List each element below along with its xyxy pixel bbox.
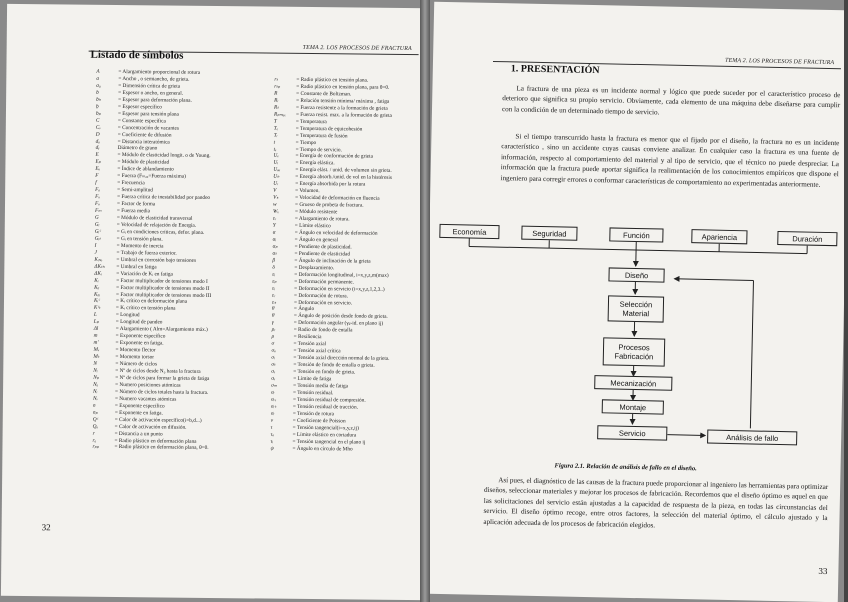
symbol-definition: = Coeficiente de Poisson [292, 417, 346, 425]
symbol-definition: = Tiempo [295, 139, 317, 146]
symbol: Kᶜₜ [93, 305, 101, 312]
symbol: t [273, 139, 276, 146]
symbol: Fₐ [95, 186, 100, 194]
symbol: dₐ [95, 138, 100, 145]
symbol-definition: = Tensión residual. [293, 389, 334, 397]
symbol: Wₓ [272, 208, 279, 215]
symbol: σₑ [271, 368, 276, 375]
symbol: m' [93, 339, 99, 346]
symbol-definition: = Kᵢ crítico en deformación plana [115, 298, 188, 306]
symbol: Nᵢ [93, 367, 98, 374]
symbol: ΔKᵢ [94, 270, 102, 277]
symbol-definition: = Límite elástico [294, 222, 331, 230]
symbol-definition: = Coeficiente de difusión [117, 131, 172, 139]
symbol-definition: = Radio plástico en deformación plana [114, 437, 197, 445]
symbol: R [274, 90, 278, 97]
symbol-definition: = Tensión tangencial(i=x,y,z,ij) [292, 424, 359, 432]
symbol-definition: = Umbral en corrosión bajo tensiones [116, 256, 197, 264]
box-analisis-de-fallo: Análisis de fallo [707, 430, 797, 446]
symbol: rₐ [92, 437, 97, 444]
symbol-definition: = Módulo de elasticidad longit. o de Young. [117, 152, 211, 160]
symbol-definition: = Trabajo de fuerza exterior. [116, 249, 177, 257]
box-diseno: Diseño [608, 267, 664, 282]
symbol: Vₛ [273, 194, 279, 201]
symbol: τᵢ [270, 438, 274, 445]
symbol: Tₑ [273, 125, 279, 132]
symbol: ρᵣ [271, 326, 276, 333]
symbol-definition: = Calor de activación específico(i=b,d...) [114, 416, 202, 424]
symbol-definition: = Tensión tangencial en el plano ij [292, 438, 366, 446]
symbol: α [272, 229, 276, 236]
symbol-definition: = Tensión de fondo de entalla o grieta. [293, 361, 375, 369]
box-seleccion-material: Selección Material [608, 295, 665, 322]
symbol-definition: = Semi-amplitud [117, 187, 153, 194]
symbol: ΔKₜₕ [94, 263, 105, 270]
symbol-row [270, 445, 389, 453]
symbol-definition: = Distancia a un punto [114, 430, 163, 438]
symbol: T [273, 118, 277, 125]
symbol: Y [272, 222, 276, 229]
symbol: w [272, 201, 277, 208]
symbol-definition: = Número de ciclos [115, 361, 158, 368]
box-apariencia: Apariencia [691, 229, 747, 244]
symbol: σᵤ [271, 375, 276, 382]
box-procesos-fabricacion: Procesos Fabricación [603, 337, 666, 366]
symbol-definition: = Exponente en fatiga. [115, 340, 164, 347]
symbol-definition: = Volumen. [295, 188, 320, 195]
symbol: Uₕ [273, 173, 280, 181]
symbol-definition: = Variación de Kᵢ en fatiga [116, 270, 173, 278]
symbol: C [95, 117, 100, 124]
symbol-definition: = Tensión axial dirección normal de la grieta. [293, 354, 390, 362]
symbol-definition: = Deformación angular (γᵢⱼ-id. en plano ij) [293, 320, 384, 328]
symbol-definition: = Ángulo de inclinación de la grieta [294, 257, 371, 265]
symbol: εₚ [272, 278, 277, 285]
symbol: Fᵤ [95, 193, 100, 200]
box-duracion: Duración [777, 231, 837, 246]
symbol: Nᵥ [92, 395, 99, 402]
symbol-definition: = Tensión residual de compresión. [292, 396, 366, 404]
symbol: εᵣ [272, 292, 276, 299]
symbol-definition: = Tiempo de servicio. [295, 146, 342, 153]
symbol-definition: = Frecuencia [117, 180, 145, 187]
symbol-definition: = Momento flector [115, 347, 156, 354]
symbol-definition: = Ángulo en general [294, 236, 339, 244]
symbol: A [96, 68, 100, 75]
symbol: Fₒ [94, 200, 100, 207]
symbol-definition: = Número de ciclos totales hasta la fractura. [115, 388, 209, 396]
symbol-definition: = Fuerza resistente a la formación de grieta [296, 104, 388, 112]
symbol-definition: = Pendiente de plasticidad. [294, 243, 352, 251]
symbol-definition: = Fuerza resist. max. a la formación de grieta [295, 111, 392, 119]
symbol-definition: = Grueso de probeta de fractura. [294, 201, 364, 209]
symbol: Cᵥ [95, 124, 101, 131]
symbol-definition: = Módulo resistente [294, 208, 338, 216]
symbol: Gᵢᶜ [94, 228, 101, 235]
symbol: β [272, 257, 276, 264]
box-funcion: Función [609, 227, 663, 242]
symbol: σᵣ [270, 410, 275, 417]
figure-caption: Figura 2.1. Relación de análisis de fallo en el diseño. [554, 462, 697, 473]
left-page [1, 4, 427, 600]
symbol-definition: = Deformación longitudinal, i=x,y,z,m(max) [294, 271, 389, 279]
symbol: rₚₚ [92, 444, 100, 451]
symbol-row [92, 444, 209, 452]
symbol-definition: = Velocidad de relajación de Energía. [116, 221, 197, 229]
symbol-definition: = Módulo de elasticidad transversal [116, 214, 193, 222]
symbol: b [96, 89, 99, 96]
symbol-definition: = Fuerza crítica de inestabilidad por pandeo [117, 194, 211, 202]
symbol-definition: = Concentración de vacantes [117, 124, 179, 132]
symbol: L [93, 312, 97, 319]
symbol-definition: = Numero posiciones atómicas [115, 381, 181, 389]
symbol: a [96, 75, 100, 82]
symbol: Eₚ [95, 159, 102, 166]
symbol-definition: = Desplazamiento. [294, 264, 335, 271]
symbol-definition: = Gᵢ en condiciones críticas, defor. plana. [116, 228, 205, 236]
symbol-definition: = Dimensión crítica de grieta [118, 82, 181, 90]
running-header-right: TEMA 2. LOS PROCESOS DE FRACTURA [725, 57, 835, 67]
symbol-definition: = Ángulo de posición desde fondo de grieta. [293, 313, 388, 321]
symbol: ν [270, 417, 274, 424]
symbol: Kᵢ [94, 277, 99, 284]
symbol-definition: = Exponente específico [115, 333, 166, 340]
symbol: αᵢ [272, 236, 277, 243]
symbol: Fₘ [94, 207, 102, 214]
symbol-definition: = Ancho , o semiancho, de grieta. [118, 75, 190, 83]
symbol-definition: = Momento de inercia [116, 242, 164, 250]
symbol: I [94, 242, 97, 249]
symbol-definition: = Límite de fatiga [293, 375, 332, 383]
symbol: Kᵢᵢᵢ [94, 291, 101, 298]
symbol: Uₐᵤ [273, 167, 281, 174]
symbol: Rₚₘₐₓ [273, 111, 286, 118]
symbol: Rᵣ [274, 97, 279, 104]
symbol: σ [271, 340, 275, 347]
symbol-definition: = Relación tensión mínima/ máxima , fatiga [296, 97, 390, 105]
symbol-definition: = Ángulo en círculo de Mho [292, 445, 353, 452]
symbol-definition: = Radio plástico en tensión plana. [296, 76, 369, 84]
symbol-definition: = Factor multiplicador de tensiones modo III [116, 291, 212, 299]
right-page [422, 2, 848, 602]
symbol: σᵣₑ [270, 396, 277, 403]
symbol: εᵢ [272, 285, 276, 292]
symbol-definition: = Espesor para tensión plana [117, 110, 179, 118]
symbol: G [94, 214, 99, 221]
box-servicio: Servicio [597, 425, 667, 440]
symbol: Gᵢₜ [94, 235, 101, 242]
symbol-definition: = Alargamiento ( Alm=Alargamiento máx.) [115, 326, 208, 334]
symbol: ḅ [96, 103, 99, 110]
symbol: D [95, 131, 100, 138]
symbol: αₜ [272, 250, 277, 257]
symbol-definition: = Espesor específico [118, 103, 162, 111]
symbol-definition: = Temperatura de fusión [295, 132, 348, 140]
page-edge [844, 0, 848, 602]
symbol: Kᵢᶜ [93, 298, 100, 305]
running-header-left: TEMA 2. LOS PROCESOS DE FRACTURA [302, 44, 412, 53]
symbol: n [92, 402, 96, 409]
symbol-definition: = Longitud [115, 312, 140, 319]
box-seguridad: Seguridad [521, 226, 577, 241]
symbol-definition: = Factor multiplicador de tensiones modo I [116, 277, 208, 285]
page-number-right: 33 [818, 565, 828, 577]
symbol: bₕ [96, 96, 101, 103]
symbol: Kᵢₛₒ [94, 256, 103, 263]
symbol-definition: = Constante de Boltzman. [296, 90, 352, 98]
symbol-definition: = Resiliencia [293, 334, 322, 341]
symbol-definition: = Límite elástico en cortadura [292, 431, 357, 439]
symbol-definition: = Tensión axial [293, 341, 327, 348]
symbol-definition: = Tensión de rotura [292, 410, 335, 418]
symbol: Uᵣ [273, 180, 279, 187]
symbol-definition: = Deformación en servicio. [293, 299, 353, 306]
symbol-definition: = Longitud de pandeo [115, 319, 163, 326]
symbol-definition: = Tensión residual de tracción. [292, 403, 358, 411]
symbol: Qᶜ [92, 416, 99, 423]
symbol-definition: = Deformación de rotura. [294, 292, 348, 299]
symbol: Uₑ [273, 153, 279, 160]
symbol: σᵢ [271, 354, 275, 361]
symbol-definition: = Alargamiento proporcional de rotura [118, 68, 201, 76]
symbol: bₚ [95, 110, 101, 117]
box-economia: Economía [439, 224, 499, 239]
symbol-definition: = Deformación permanente. [294, 278, 354, 286]
symbol: Qₒ [92, 423, 99, 430]
section-title: 1. PRESENTACIÓN [510, 63, 600, 77]
symbol: tₑ [273, 146, 277, 153]
paragraph-3: Así pues, el diagnóstico de las causas de la fractura puede proporcionar al ingeniero las herramientas para optimizar diseños, seleccionar materiales y mejorar los procesos de fabricación. Recordemos que el diseño óptimo es aquel en que las solicitaciones del servicio están ajustadas a la capacidad de respuesta de la pieza, en todas las circunstancias del servicio. El diseño óptimo recoge, entre otros factores, la selección del material óptimo, el cálculo ajustado y la aplicación adecuada de los procesos de fabricación elegidos. [483, 476, 829, 530]
symbol-definition: = Espesor o ancho, en general. [118, 89, 184, 97]
symbol: σᵣₜ [270, 403, 277, 410]
symbol: Rₜ [274, 104, 279, 111]
symbol: Nᵣ [93, 388, 98, 395]
symbol-definition: = Índice de ablandamiento [117, 166, 174, 173]
symbol: Nₐ [93, 381, 99, 388]
symbols-column-1 [92, 69, 213, 453]
symbol-definition: = Nº de ciclos desde N₀ hasta la fractura [115, 367, 201, 375]
symbol: Mᵥ [93, 346, 100, 353]
symbol-definition: = Tensión media de fatiga [293, 382, 349, 390]
symbol-definition: = Factor de forma [116, 201, 156, 208]
symbol-definition: = Radio plástico en deformación plana, θ=0. [114, 444, 209, 452]
symbol-definition: = Distancia interatómica [117, 138, 170, 146]
symbol-definition: = Kᵢ crítico en tensión plana [115, 305, 176, 313]
symbol: σₜ [271, 361, 276, 368]
symbol-definition: = Exponente en fatiga. [114, 409, 163, 417]
symbol-definition: = Deformación en servicio (i=x,y,z,1,2,3..) [294, 285, 385, 293]
symbol-definition: = Exponente específico [114, 402, 165, 410]
symbol-definition: = Energía elástica. [295, 160, 335, 167]
symbol: Nₚ [93, 374, 100, 381]
symbol: σᵣ [271, 389, 276, 396]
symbol-definition: = Radio plástico en tensión plana, para θ=0. [296, 83, 390, 91]
page-number-left: 32 [41, 522, 51, 533]
paragraph-1: La fractura de una pieza es un incidente normal y lógico que puede suceder por el característico proceso de deterioro que significa su propio servicio. Obviamente, cada elemento de una máquina debe diseñarse para cumplir con la condición de un determinado tiempo de servicio. [501, 84, 841, 117]
symbol-definition: = Temperatura de equicohesión [295, 125, 363, 133]
symbol-definition: = Pendiente de elasticidad [294, 250, 351, 258]
symbol-definition: = Alargamiento de rotura. [294, 215, 350, 223]
symbol-definition: = Fuerza media [116, 208, 150, 215]
symbol-definition: = Módulo de plasticidad [117, 159, 170, 166]
symbol: V [273, 187, 277, 194]
symbol-definition: = Energía elást. / unid. de volumen sin grieta. [295, 167, 392, 175]
symbol: r [92, 430, 95, 437]
symbol: θ [271, 306, 275, 313]
symbol: εᵣ [272, 215, 277, 222]
symbol: rₜ [274, 76, 278, 83]
symbol-definition: = Fuerza (Fₘₐₓ=Fuerza máxima) [117, 173, 186, 180]
symbol-definition: = Ángulo en velocidad de deformación [294, 229, 378, 237]
symbol-definition: = Velocidad de deformación en fluencia [295, 195, 380, 202]
symbol-definition: = Calor de activación en difusión. [114, 423, 187, 431]
symbol-definition: = Factor multiplicador de tensiones modo II [116, 284, 210, 292]
symbols-list-title: Listado de símbolos [90, 48, 184, 62]
symbol: τₐ [270, 431, 275, 438]
symbol-definition: Diámetro de grano [117, 145, 158, 152]
symbol: σₐ [271, 347, 276, 354]
symbol: m [93, 332, 98, 340]
symbol: ρ [271, 333, 275, 340]
symbol: F [95, 173, 99, 180]
symbol-definition: = Gᵢ en tensión plana. [116, 235, 163, 243]
book-spine [420, 0, 430, 602]
symbol-definition: = Umbral en fatiga [116, 263, 157, 271]
symbol: a₀ [96, 82, 101, 89]
symbol: dᵧ [95, 145, 100, 152]
symbol-definition: = Temperatura [295, 118, 327, 125]
symbol: f [95, 180, 97, 187]
symbol: αₚ [272, 243, 278, 250]
symbol: Mₜ [93, 353, 100, 360]
symbol-definition: = Nº de ciclos para formar la grieta de fatiga [115, 374, 210, 382]
box-mecanizacion: Mecanización [594, 375, 672, 391]
symbol-definition: = Espesor para deformación plana. [118, 96, 192, 104]
symbol-definition: = Tensión en fondo de grieta. [293, 368, 356, 376]
symbol: J [94, 249, 97, 256]
symbol: nₚ [92, 409, 98, 416]
symbol-definition: = Radio de fondo de entalla [293, 327, 353, 334]
symbol: Uᵢ [273, 160, 279, 167]
symbol: εₛ [271, 299, 277, 306]
paragraph-2: Si el tiempo transcurrido hasta la fractura es menor que el fijado por el diseño, la fractura no es un incidente característico , sino un accidente cuyas causas conviene analizar. En cualquier caso la fractura es una fuente de información, respecto al comportamiento del material y al tipo de servicio, que el técnico no puede despreciar. La información que la fractura puede aportar significa la realimentación de los conocimientos empíricos que dispone el ingeniero para corregir errores o conformar características de comportamiento no experimentadas anteriormente. [500, 132, 840, 189]
symbol-definition: = Energía absorbida por la rotura [295, 181, 366, 188]
symbol-definition: = Momento torsor [115, 354, 155, 361]
symbol: ψ [270, 445, 274, 452]
symbol: δ [272, 264, 275, 271]
symbol-definition: = Ángulo [293, 306, 315, 313]
symbol: E [95, 152, 99, 159]
symbol: Δl [93, 326, 99, 333]
symbol: τ [270, 424, 273, 431]
box-montaje: Montaje [602, 399, 664, 414]
symbol: εᵢ [272, 271, 276, 278]
symbol: Eᵤ [95, 166, 101, 173]
symbol: σₘ [271, 382, 278, 389]
symbol: γ [271, 319, 274, 326]
symbol: Kᵢᵢ [94, 284, 100, 291]
symbol: N [93, 360, 97, 367]
symbol: Gᵢ [94, 221, 100, 228]
symbol-definition: = Numero vacantes atómicas [114, 395, 177, 403]
symbol-definition: = Constante específica [117, 117, 166, 125]
symbol: Tᵣ [273, 132, 279, 139]
symbol: Lₚ [93, 319, 100, 326]
symbol-definition: = Energía absorb./unid. de vol en la histéresis [295, 174, 392, 182]
symbol-definition: = Tensión axial crítica [293, 348, 341, 355]
symbol: θ [271, 313, 275, 320]
symbol: rₜₚ [274, 83, 281, 90]
symbols-column-2 [270, 77, 393, 454]
symbol-definition: = Energía de conformación de grieta [295, 153, 374, 161]
